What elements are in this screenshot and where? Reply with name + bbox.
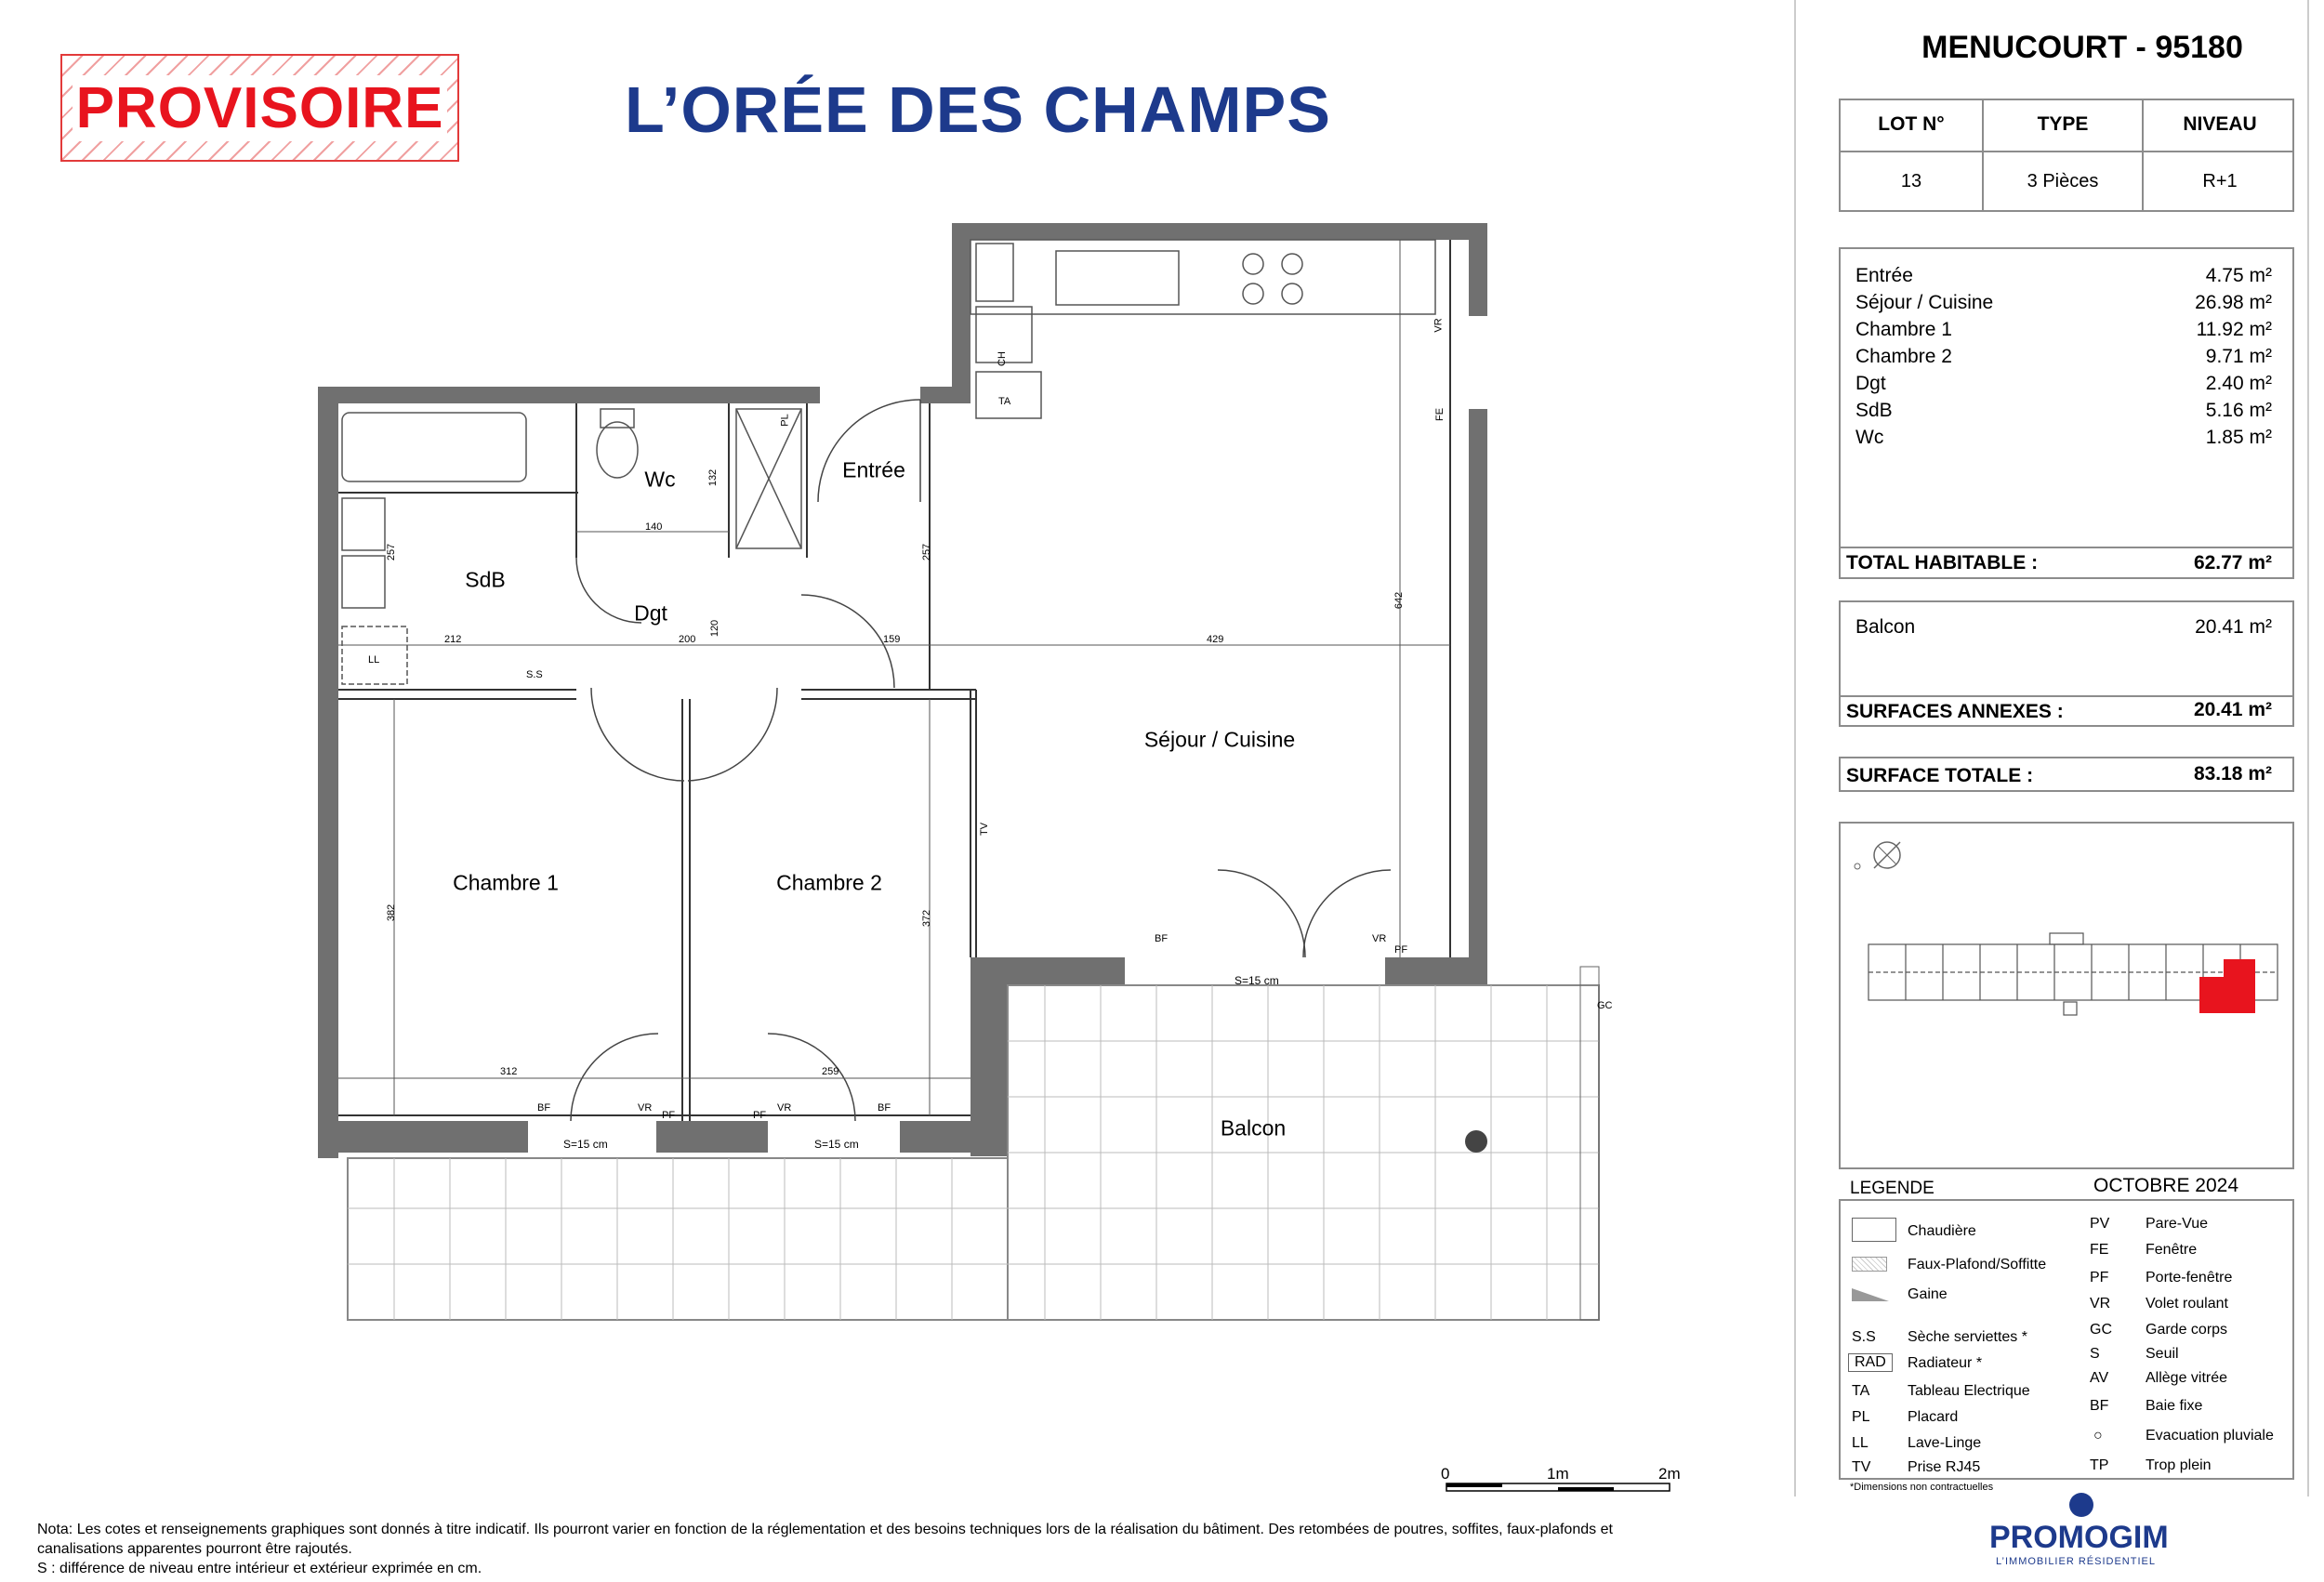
note-line: canalisations apparentes pourront être rajoutés. — [37, 1541, 352, 1557]
surface-label: SdB — [1855, 400, 1893, 421]
surface-totale-label: SURFACE TOTALE : — [1846, 765, 2034, 786]
dimension-label: 259 — [822, 1066, 839, 1077]
note-line: Nota: Les cotes et renseignements graphiques sont donnés à titre indicatif. Ils pourront varier en fonction de la réglementation et des besoins techniques lors de la réalisation du bâtiment. Des retombées de poutres, soffites, faux-plafonds et — [37, 1522, 1613, 1537]
boiler — [976, 244, 1013, 301]
code-vr: VR — [1433, 318, 1445, 333]
type-value: 3 Pièces — [2027, 171, 2099, 191]
legend-abbr: GC — [2090, 1322, 2112, 1338]
scale-label-0: 0 — [1441, 1465, 1450, 1483]
room-label-balcon: Balcon — [1220, 1115, 1287, 1140]
code-tv: TV — [979, 822, 991, 837]
dimension-label: 257 — [386, 543, 398, 561]
sidebar-divider-right — [2307, 0, 2309, 1496]
surface-value: 5.16 m² — [2205, 400, 2272, 421]
code-pf: PF — [1394, 944, 1408, 956]
legend-text: Prise RJ45 — [1908, 1459, 1981, 1475]
wall-bottom-right — [900, 1121, 1008, 1153]
surface-row-dgt — [1841, 370, 2292, 397]
scale-bar — [1446, 1483, 1670, 1491]
wall-sejour-bottom-right — [1385, 957, 1487, 985]
seuil-label: S=15 cm — [814, 1138, 859, 1151]
surface-row-chambre1 — [1841, 316, 2292, 343]
surface-value: 26.98 m² — [2195, 292, 2272, 313]
lot-header: LOT N° — [1878, 113, 1945, 135]
legend-abbr: ○ — [2093, 1428, 2103, 1444]
code-ch: CH — [996, 351, 1008, 366]
brand-logo-mark — [2069, 1493, 2093, 1517]
scale-label-2m: 2m — [1658, 1465, 1681, 1483]
legend-abbr: PV — [2090, 1216, 2110, 1232]
legend-abbr: PF — [2090, 1270, 2109, 1285]
wall-entry-return — [920, 387, 971, 403]
chambre1-door-swing — [591, 688, 684, 781]
code-pl: PL — [779, 414, 791, 427]
seuil-label: S=15 cm — [1235, 974, 1279, 987]
bath-fixtures — [342, 244, 1041, 684]
dimension-label: 257 — [921, 543, 933, 561]
bath-door-swing — [576, 558, 641, 623]
legend-abbr: TA — [1852, 1383, 1870, 1399]
surface-value: 1.85 m² — [2205, 427, 2272, 448]
legend-abbr: TP — [2090, 1457, 2109, 1473]
kitchen-counter — [971, 240, 1435, 314]
legend-box — [1839, 1199, 2294, 1480]
code-vr: VR — [638, 1102, 653, 1114]
wall-right-top — [1469, 223, 1487, 316]
annex-row-balcon — [1841, 613, 2292, 640]
annex-divider — [1841, 695, 2292, 697]
surface-row-entree — [1841, 262, 2292, 289]
legend-text: Evacuation pluviale — [2146, 1428, 2274, 1444]
surface-label: Wc — [1855, 427, 1884, 448]
level-header: NIVEAU — [2183, 113, 2257, 135]
dimension-label: 382 — [386, 903, 398, 922]
wall-left — [318, 387, 338, 1158]
dimension-label: 372 — [921, 909, 933, 928]
lot-highlight — [2199, 959, 2255, 1013]
seuil-label: S=15 cm — [563, 1138, 608, 1151]
bathtub — [342, 413, 526, 481]
room-label-entree: Entrée — [842, 457, 905, 482]
legend-text: Volet roulant — [2146, 1296, 2228, 1312]
code-vr: VR — [1372, 933, 1387, 944]
code-gc: GC — [1597, 1000, 1613, 1011]
surface-row-chambre2 — [1841, 343, 2292, 370]
total-habitable-value: 62.77 m² — [2193, 552, 2272, 573]
note-line: S : différence de niveau entre intérieur et extérieur exprimée en cm. — [37, 1561, 482, 1576]
legend-abbr: RAD — [1848, 1353, 1893, 1372]
lot-value: 13 — [1900, 171, 1922, 191]
sink-2 — [342, 556, 385, 608]
boiler-icon — [1852, 1218, 1896, 1242]
duct-icon — [1852, 1288, 1889, 1301]
surfaces-annexes-value: 20.41 m² — [2193, 699, 2272, 720]
code-pf: PF — [753, 1110, 767, 1121]
plan-date: OCTOBRE 2024 — [2093, 1175, 2239, 1196]
dimension-label: 120 — [709, 619, 721, 638]
dimension-label: 312 — [500, 1066, 518, 1077]
entry-door-swing — [818, 400, 920, 502]
code-pf: PF — [662, 1110, 676, 1121]
legend-abbr: LL — [1852, 1435, 1868, 1451]
dimensions-note: *Dimensions non contractuelles — [1850, 1482, 1994, 1493]
surface-value: 2.40 m² — [2205, 373, 2272, 394]
code-bf: BF — [878, 1102, 891, 1114]
legend-abbr: PL — [1852, 1409, 1870, 1425]
dimension-label: 212 — [444, 634, 462, 645]
scale-label-1m: 1m — [1547, 1465, 1569, 1483]
code-ss: S.S — [526, 669, 543, 680]
window-door-left — [1218, 870, 1305, 957]
compass-icon — [1855, 842, 1900, 869]
toilet-tank — [601, 409, 634, 428]
lot-table-hline — [1841, 151, 2292, 152]
brand-tagline: L’IMMOBILIER RÉSIDENTIEL — [1996, 1556, 2156, 1567]
legend-abbr: FE — [2090, 1242, 2109, 1258]
surface-label: Dgt — [1855, 373, 1886, 394]
dimension-label: 200 — [679, 634, 696, 645]
legend-text: Faux-Plafond/Soffitte — [1908, 1257, 2047, 1272]
legend-abbr: S.S — [1852, 1329, 1876, 1345]
room-label-sdb: SdB — [465, 567, 506, 592]
legend-text: Placard — [1908, 1409, 1959, 1425]
code-ta: TA — [998, 396, 1011, 407]
brand-name: PROMOGIM — [1989, 1520, 2169, 1555]
room-label-sejour: Séjour / Cuisine — [1143, 727, 1296, 752]
surface-label: Chambre 1 — [1855, 319, 1952, 340]
surface-value: 9.71 m² — [2205, 346, 2272, 367]
annexes-box — [1839, 600, 2294, 727]
level-value: R+1 — [2202, 171, 2238, 191]
legend-abbr: BF — [2090, 1398, 2109, 1414]
legend-text: Radiateur * — [1908, 1355, 1983, 1371]
room-label-chambre1: Chambre 1 — [453, 870, 559, 895]
dimension-label: 159 — [883, 634, 901, 645]
room-label-dgt: Dgt — [634, 600, 667, 626]
code-vr: VR — [777, 1102, 792, 1114]
provisional-stamp-text: PROVISOIRE — [73, 75, 448, 141]
sink-1 — [342, 498, 385, 550]
code-fe: FE — [1434, 407, 1446, 422]
surface-label: Séjour / Cuisine — [1855, 292, 1994, 313]
surfaces-box — [1839, 247, 2294, 579]
surface-row-sejour — [1841, 289, 2292, 316]
dimension-label: 132 — [707, 468, 720, 487]
legend-abbr: AV — [2090, 1370, 2109, 1386]
key-plan-drawing — [1841, 824, 2292, 1167]
chambre2-door-swing — [688, 688, 777, 781]
legend-title: LEGENDE — [1850, 1179, 1934, 1198]
electrical-panel — [976, 372, 1041, 418]
code-bf: BF — [537, 1102, 551, 1114]
false-ceiling-icon — [1852, 1257, 1887, 1272]
surface-row-sdb — [1841, 397, 2292, 424]
total-habitable-label: TOTAL HABITABLE : — [1846, 552, 2039, 573]
surface-totale-value: 83.18 m² — [2193, 763, 2272, 784]
legend-text: Tableau Electrique — [1908, 1383, 2030, 1399]
surface-label: Entrée — [1855, 265, 1913, 286]
surface-totale-box — [1839, 757, 2294, 792]
sidebar-divider — [1794, 0, 1796, 1496]
wall-right — [1469, 409, 1487, 985]
wall-bottom-mid — [656, 1121, 768, 1153]
dimension-label: 642 — [1393, 591, 1406, 610]
wall-bottom-left — [318, 1121, 528, 1153]
project-title: L’ORÉE DES CHAMPS — [625, 73, 1331, 146]
dimension-label: 140 — [645, 521, 663, 533]
legend-text: Pare-Vue — [2146, 1216, 2208, 1232]
legend-text: Porte-fenêtre — [2146, 1270, 2233, 1285]
legend-text: Seuil — [2146, 1346, 2179, 1362]
key-plan — [1839, 822, 2294, 1169]
type-header: TYPE — [2037, 113, 2089, 135]
legend-text: Allège vitrée — [2146, 1370, 2228, 1386]
wall-entry — [952, 223, 971, 403]
lot-table — [1839, 99, 2294, 212]
legend-abbr: S — [2090, 1346, 2100, 1362]
room-label-chambre2: Chambre 2 — [776, 870, 882, 895]
legend-abbr: TV — [1852, 1459, 1871, 1475]
toilet — [597, 422, 638, 478]
surface-value: 4.75 m² — [2205, 265, 2272, 286]
legend-text: Fenêtre — [2146, 1242, 2198, 1258]
room-label-wc: Wc — [644, 467, 676, 492]
dimension-label: 429 — [1207, 634, 1224, 645]
rain-drain — [1465, 1130, 1487, 1153]
code-ll: LL — [368, 654, 380, 666]
code-bf: BF — [1155, 933, 1169, 944]
legend-text: Lave-Linge — [1908, 1435, 1982, 1451]
legend-text: Garde corps — [2146, 1322, 2228, 1338]
wall-top-left — [318, 387, 820, 403]
surface-row-wc — [1841, 424, 2292, 451]
surface-value: 11.92 m² — [2196, 319, 2272, 340]
wall-top-right — [952, 223, 1487, 240]
sejour-door-swing — [801, 595, 894, 688]
surfaces-annexes-label: SURFACES ANNEXES : — [1846, 701, 2064, 722]
legend-text: Chaudière — [1908, 1223, 1976, 1239]
legend-text: Sèche serviettes * — [1908, 1329, 2027, 1345]
annex-label: Balcon — [1855, 616, 1916, 638]
city-title: MENUCOURT - 95180 — [1921, 30, 2243, 65]
brand-logo — [1989, 1520, 2169, 1567]
legend-text: Trop plein — [2146, 1457, 2212, 1473]
legend-text: Gaine — [1908, 1286, 1948, 1302]
footer-note — [37, 1520, 1748, 1578]
total-divider — [1841, 547, 2292, 548]
surface-label: Chambre 2 — [1855, 346, 1952, 367]
legend-abbr: VR — [2090, 1296, 2111, 1312]
annex-value: 20.41 m² — [2195, 616, 2272, 638]
legend-text: Baie fixe — [2146, 1398, 2203, 1414]
